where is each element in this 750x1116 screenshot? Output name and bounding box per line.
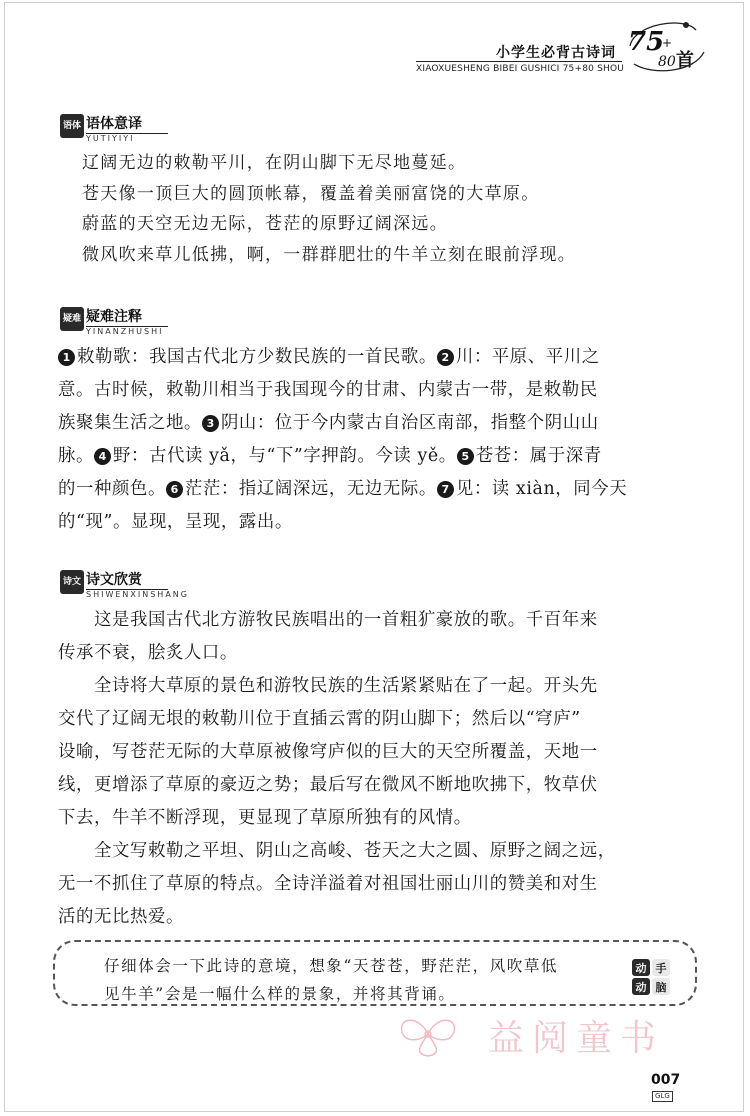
translation-line: 微风吹来草儿低拂，啊，一群群肥壮的牛羊立刻在眼前浮现。 [82, 244, 577, 265]
section-title-notes: 疑难注释 [86, 309, 142, 325]
page-number: 007 [651, 1072, 681, 1088]
page-number-mark: GLG [652, 1091, 673, 1102]
note-number: 6 [166, 481, 183, 498]
svg-text:80: 80 [658, 54, 676, 70]
notes-line: 1 敕勒歌：我国古代北方少数民族的一首民歌。 2 川：平原、平川之 [58, 341, 698, 374]
section-pinyin-yiyi: YUTIYIYI [86, 134, 135, 143]
translation-line: 辽阔无边的敕勒平川，在阴山脚下无尽地蔓延。 [82, 153, 467, 173]
appreciation-line: 全文写敕勒之平坦、阴山之高峻、苍天之大之圆、原野之阔之远， [58, 841, 616, 861]
note-number: 5 [457, 448, 474, 465]
task-text [104, 952, 644, 1008]
section-title-yiyi: 语体意译 [86, 116, 142, 132]
section-title-appreciation: 诗文欣赏 [86, 572, 142, 588]
svg-text:+: + [662, 36, 673, 50]
notes-text [58, 341, 698, 539]
notes-line: 族聚集生活之地。 3 阴山：位于今内蒙古自治区南部，指整个阴山山 [58, 413, 599, 433]
appreciation-line: 活的无比热爱。 [58, 907, 184, 927]
note-number: 3 [202, 415, 219, 432]
notes-line: 的一种颜色。 6 茫茫：指辽阔深远，无边无际。 7 见：读 xiàn，同今天 [58, 479, 628, 499]
watermark-logo-icon [388, 1010, 468, 1058]
appreciation-line: 全诗将大草原的景色和游牧民族的生活紧紧贴在了一起。开头先 [58, 676, 598, 696]
note-number: 2 [437, 349, 454, 366]
note-number: 7 [437, 481, 454, 498]
section-pinyin-appreciation: SHIWENXINSHANG [86, 590, 189, 599]
hands-on-badge: 动 手 动 脑 [631, 958, 671, 996]
appreciation-line: 传承不衰，脍炙人口。 [58, 643, 238, 663]
svg-text:首: 首 [676, 50, 694, 71]
book-title: 小学生必背古诗词 [496, 45, 616, 61]
book-subtitle-pinyin: XIAOXUESHENG BIBEI GUSHICI 75+80 SHOU [416, 64, 625, 74]
notes-line: 的“现”。显现，呈现，露出。 [58, 512, 293, 532]
appreciation-line: 下去，牛羊不断浮现，更显现了草原所独有的风情。 [58, 808, 472, 828]
watermark-text: 益阅童书 [488, 1018, 665, 1059]
section-badge-notes: 疑难 [60, 307, 84, 331]
section-badge-yiyi: 语体 [60, 114, 84, 138]
appreciation-line: 线，更增添了草原的豪迈之势；最后写在微风不断地吹拂下，牧草伏 [58, 775, 598, 795]
translation-text [82, 148, 682, 270]
note-number: 4 [94, 448, 111, 465]
task-line: 见牛羊”会是一幅什么样的景象，并将其背诵。 [104, 985, 456, 1003]
task-line: 仔细体会一下此诗的意境，想象“天苍苍，野茫茫，风吹草低 [104, 957, 559, 975]
section-pinyin-notes: YINANZHUSHI [86, 327, 164, 336]
header-rule [416, 61, 622, 62]
appreciation-text [58, 604, 708, 934]
notes-line: 脉。 4 野：古代读 yǎ，与“下”字押韵。今读 yě。 5 苍苍：属于深青 [58, 446, 602, 466]
appreciation-line: 设喻，写苍茫无际的大草原被像穹庐似的巨大的天空所覆盖，天地一 [58, 742, 598, 762]
svg-text:75: 75 [628, 27, 665, 57]
notes-line: 意。古时候，敕勒川相当于我国现今的甘肃、内蒙古一带，是敕勒民 [58, 380, 598, 400]
translation-line: 苍天像一顶巨大的圆顶帐幕，覆盖着美丽富饶的大草原。 [82, 183, 540, 204]
book-logo [624, 16, 706, 72]
section-badge-appreciation: 诗文 [60, 570, 84, 594]
translation-line: 蔚蓝的天空无边无际，苍茫的原野辽阔深远。 [82, 214, 448, 234]
appreciation-line: 这是我国古代北方游牧民族唱出的一首粗犷豪放的歌。千百年来 [58, 610, 598, 630]
appreciation-line: 交代了辽阔无垠的敕勒川位于直插云霄的阴山脚下；然后以“穹庐” [58, 709, 581, 729]
note-number: 1 [58, 349, 75, 366]
appreciation-line: 无一不抓住了草原的特点。全诗洋溢着对祖国壮丽山川的赞美和对生 [58, 874, 598, 894]
